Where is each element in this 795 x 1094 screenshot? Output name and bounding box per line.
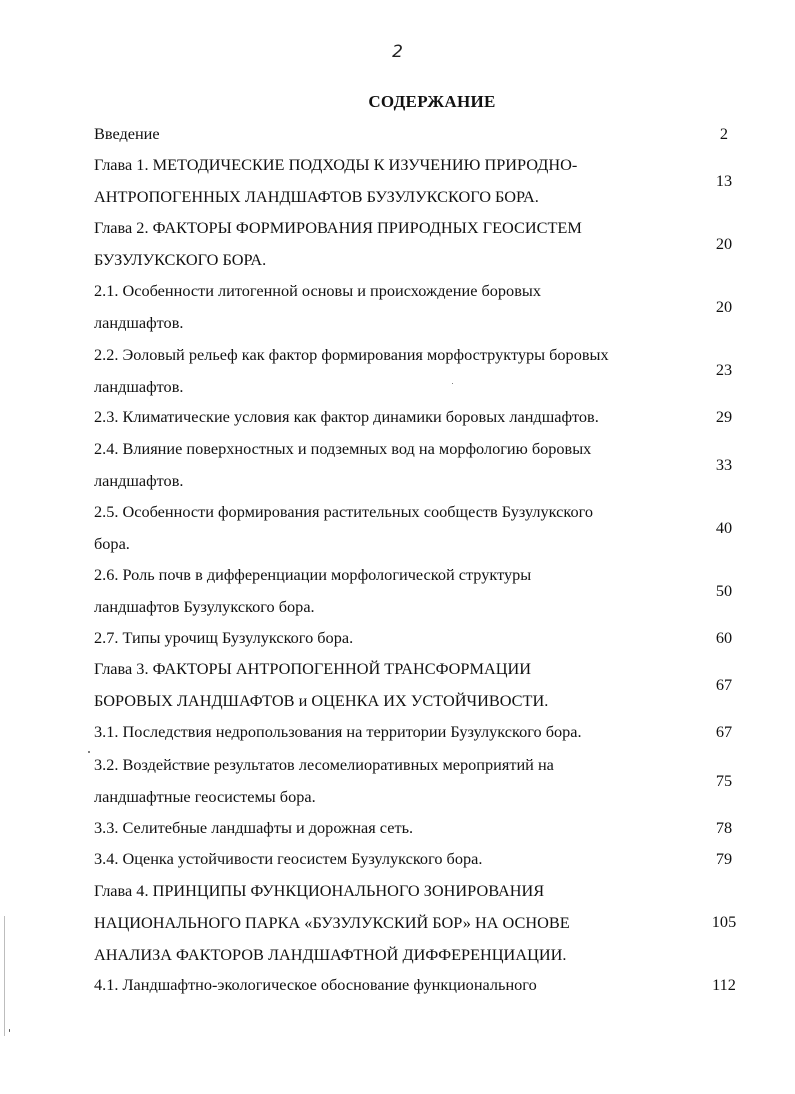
toc-entry-text: ландшафтов. bbox=[94, 313, 184, 332]
toc-entry-text: бора. bbox=[94, 534, 130, 553]
toc-page-number: 105 bbox=[711, 912, 737, 931]
toc-page-number: 2 bbox=[719, 124, 729, 143]
toc-page-number: 67 bbox=[715, 722, 733, 741]
toc-entry-text: Глава 4. ПРИНЦИПЫ ФУНКЦИОНАЛЬНОГО ЗОНИРОВАНИЯ bbox=[94, 881, 545, 900]
toc-entry bbox=[94, 275, 706, 339]
toc-entry bbox=[94, 653, 706, 717]
toc-entry bbox=[94, 622, 706, 654]
toc-entry bbox=[94, 149, 706, 213]
toc-entry bbox=[94, 496, 706, 560]
toc-page-number: 78 bbox=[715, 818, 733, 837]
toc-entry-text: 4.1. Ландшафтно-экологическое обоснование функционального bbox=[94, 975, 537, 994]
toc-entry-text: 3.4. Оценка устойчивости геосистем Бузулукского бора. bbox=[94, 849, 483, 868]
toc-entry bbox=[94, 339, 706, 403]
toc-page-number: 40 bbox=[715, 518, 733, 537]
toc-entry-text: 2.7. Типы урочищ Бузулукского бора. bbox=[94, 628, 354, 647]
toc-page-number: 60 bbox=[715, 628, 733, 647]
toc-entry-text: 3.3. Селитебные ландшафты и дорожная сеть. bbox=[94, 818, 414, 837]
toc-page-number: 29 bbox=[715, 407, 733, 426]
toc-page-number: 112 bbox=[712, 975, 736, 994]
toc-entry-text: Введение bbox=[94, 124, 160, 143]
page-number: 2 bbox=[392, 42, 403, 62]
toc-entry-text: 2.2. Эоловый рельеф как фактор формирования морфоструктуры боровых bbox=[94, 345, 609, 364]
toc-entry-text: 3.2. Воздействие результатов лесомелиоративных мероприятий на bbox=[94, 755, 554, 774]
toc-entry bbox=[94, 433, 706, 497]
toc-entry-text: БУЗУЛУКСКОГО БОРА. bbox=[94, 250, 267, 269]
toc-entry bbox=[94, 559, 706, 623]
toc-entry bbox=[94, 401, 706, 433]
toc-page-number: 13 bbox=[715, 171, 733, 190]
toc-entry-text: Глава 3. ФАКТОРЫ АНТРОПОГЕННОЙ ТРАНСФОРМАЦИИ bbox=[94, 659, 531, 678]
toc-page-number: 23 bbox=[715, 360, 733, 379]
toc-page-number: 67 bbox=[715, 675, 733, 694]
toc-entry-text: 3.1. Последствия недропользования на территории Бузулукского бора. bbox=[94, 722, 582, 741]
toc-page-number: 20 bbox=[715, 234, 733, 253]
toc-entry-text: 2.4. Влияние поверхностных и подземных вод на морфологию боровых bbox=[94, 439, 592, 458]
toc-entry bbox=[94, 118, 706, 150]
toc-page-number: 50 bbox=[715, 581, 733, 600]
toc-entry-text: АНТРОПОГЕННЫХ ЛАНДШАФТОВ БУЗУЛУКСКОГО БОРА. bbox=[94, 187, 539, 206]
toc-entry-text: 2.6. Роль почв в дифференциации морфологической структуры bbox=[94, 565, 532, 584]
toc-title: СОДЕРЖАНИЕ bbox=[368, 92, 496, 111]
scan-margin-line bbox=[4, 916, 5, 1036]
toc-entry bbox=[94, 875, 706, 971]
toc-page-number: 79 bbox=[715, 849, 733, 868]
toc-entry bbox=[94, 969, 706, 1001]
toc-entry-text: Глава 2. ФАКТОРЫ ФОРМИРОВАНИЯ ПРИРОДНЫХ ГЕОСИСТЕМ bbox=[94, 218, 582, 237]
toc-entry bbox=[94, 843, 706, 875]
toc-entry-text: 2.5. Особенности формирования растительных сообществ Бузулукского bbox=[94, 502, 594, 521]
toc-entry bbox=[94, 212, 706, 276]
toc-entry-text: ландшафтов. bbox=[94, 471, 184, 490]
toc-entry-text: НАЦИОНАЛЬНОГО ПАРКА «БУЗУЛУКСКИЙ БОР» НА ОСНОВЕ bbox=[94, 913, 570, 932]
toc-entry-text: 2.3. Климатические условия как фактор динамики боровых ландшафтов. bbox=[94, 407, 599, 426]
toc-entry-text: ландшафтов Бузулукского бора. bbox=[94, 597, 315, 616]
scan-speck bbox=[9, 1029, 10, 1032]
toc-page-number: 33 bbox=[715, 455, 733, 474]
toc-page-number: 20 bbox=[715, 297, 733, 316]
toc-entry-text: Глава 1. МЕТОДИЧЕСКИЕ ПОДХОДЫ К ИЗУЧЕНИЮ ПРИРОДНО- bbox=[94, 155, 578, 174]
toc-page-number: 75 bbox=[715, 771, 733, 790]
toc-entry bbox=[94, 716, 706, 748]
toc-entry bbox=[94, 749, 706, 813]
toc-entry-text: 2.1. Особенности литогенной основы и происхождение боровых bbox=[94, 281, 541, 300]
toc-entry-text: АНАЛИЗА ФАКТОРОВ ЛАНДШАФТНОЙ ДИФФЕРЕНЦИАЦИИ. bbox=[94, 945, 567, 964]
toc-entry-text: БОРОВЫХ ЛАНДШАФТОВ и ОЦЕНКА ИХ УСТОЙЧИВОСТИ. bbox=[94, 691, 549, 710]
toc-entry-text: ландшафтные геосистемы бора. bbox=[94, 787, 316, 806]
scan-speck bbox=[452, 383, 453, 384]
toc-entry-text: ландшафтов. bbox=[94, 377, 184, 396]
toc-entry bbox=[94, 812, 706, 844]
scan-speck bbox=[88, 751, 90, 753]
